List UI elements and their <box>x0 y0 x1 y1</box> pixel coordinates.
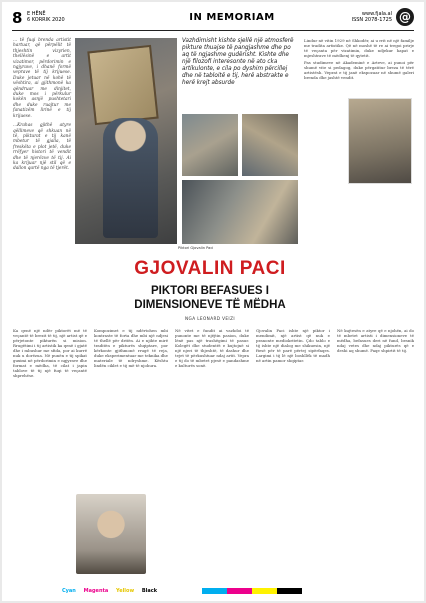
studio-photo <box>182 114 238 176</box>
pull-quote: Vazhdimisht kishte sjellë një atmosferë pikture thuajse të pangjashme dhe po aq të ngjashme gudërisht. Kishte dhe një filozofi interesonte në ato cka artikulonte, e cila po dyshim përcillej dhe në tabloitë e tij, herë abstrakte e herë krejt absurde <box>182 38 294 86</box>
section-title: IN MEMORIAM <box>189 12 275 23</box>
site-url: www.fjala.al <box>361 11 392 17</box>
easel-canvas <box>87 45 158 125</box>
newspaper-logo-icon: @ <box>396 8 414 26</box>
article-column <box>175 328 249 580</box>
article-paragraph: Ka qenë një ndër piktorët më të veçantë të brezit të tij, një artist që e përjetonte pikturën si mision. Rrugëtimi i tij artistik ka qenë i gjatë dhe i mbushur me sfida, por ai kurrë nuk u dorëzua. Në punën e tij spikat guximi në përdorimin e ngjyrave dhe format e mëdha, të cilat i japin tablove të tij një fuqi të veçantë shprehëse. <box>13 328 87 378</box>
intro-paragraph: ...Krahas gjithë atyre qëllimeve që shkuan në të, pikturat e tij kanë mbetur të gjalla, të freskëta e plot jetë, duke rrëfyer histori të vendit dhe të njerëzve të tij. Ai ka krijuar një stil që e dallon qartë nga të tjerët. <box>13 123 71 172</box>
article-paragraph: Kompozimet e tij ndërtohen mbi kontraste të forta dhe mbi një ndjesi të thellë për dritën. Ai e njihte mirë traditën e pikturës shqiptare, por kërkonte gjithmonë rrugë të reja, duke eksperimentuar me teknika dhe materiale të ndryshme. Kështu lindën ciklet e tij më të njohura. <box>94 328 168 368</box>
color-label: Cyan <box>62 588 76 594</box>
page-header <box>12 8 414 31</box>
painting-photo <box>182 180 298 244</box>
painter-figure <box>103 118 158 238</box>
article-byline: NGA LEONARD VEIZI <box>185 316 235 321</box>
issn: ISSN 2078-1725 <box>351 17 392 23</box>
photo-caption: Piktori Gjovalin Paci <box>178 246 214 250</box>
intro-paragraph: ... të fuqi brenda artistit hartuar, që përpëlit të thjeshtin vizyrien, thellësinë e artit vizatimor, përdorimin e ngjyrave, i dhanë formë veprave të tij krijuese. Duke jetuar në kohë të vështira, ai gjithmonë ka qëndruar me dinjitet, duke mos i përkulur kokën asnjë pushtetari dhe duke ruajtur me fanatizëm lirinë e tij krijuese. <box>13 38 71 119</box>
article-column <box>337 328 414 580</box>
color-label: Yellow <box>116 588 135 594</box>
publication-date <box>27 11 65 23</box>
article-paragraph: Në kujtesën e atyre që e njohën, ai do të mbetet artisti i dimensioneve të mëdha, befasues deri në fund, besnik ndaj vetes dhe ndaj pikturës që e deshi aq shumë. Paqe shpirtit të tij. <box>337 328 414 353</box>
artist-portrait-photo <box>76 494 146 574</box>
newspaper-page <box>2 2 424 601</box>
article-paragraph: Në vitet e fundit ai vazhdoi të punonte me të njëjtin pasion, duke lënë pas një trashëgimi të pasur. Kolegët dhe studentët e kujtojnë si një njeri të thjeshtë, të dashur dhe tejet të përkushtuar ndaj artit. Vepra e tij do të mbetet pjesë e pandashme e kulturës sonë. <box>175 328 249 368</box>
color-label: Black <box>141 588 158 594</box>
site-info <box>352 11 392 23</box>
article-body <box>13 328 414 580</box>
color-bar <box>202 588 302 594</box>
intro-column <box>13 38 71 172</box>
studio-photo <box>242 114 298 176</box>
weekday: E HËNË <box>27 11 46 17</box>
portrait-photo <box>348 98 412 184</box>
right-paragraph: Lindur në vitin 1929 në Shkodër, ai u rrit në një familje me tradita artistike. Që në moshë të re ai tregoi prirje të veçanta për vizatimin, duke ndjekur hapat e mjeshtrave të mëdhenj të qytetit. <box>304 38 414 58</box>
article-title: GJOVALIN PACI <box>134 258 286 279</box>
color-label: Magenta <box>83 588 109 594</box>
right-column <box>304 38 414 82</box>
article-paragraph: Gjovalin Paci ishte një piktor i mendimit, një artist që nuk e pranonte mediokritetin. Çdo tablo e tij ishte një dialog me shikuesin, një ftesë për të parë përtej sipërfaqes. Largimi i tij lë një boshllëk të madh në artin pamor shqiptar. <box>256 328 330 363</box>
article-column <box>256 328 330 580</box>
painter-at-easel-photo <box>75 38 177 244</box>
right-paragraph: Pas studimeve në Akademinë e Arteve, ai punoi për shumë vite si pedagog, duke përgatitur breza të tërë artistësh. Veprat e tij janë ekspozuar në shumë galeri brenda dhe jashtë vendit. <box>304 60 414 80</box>
color-registration <box>62 588 163 594</box>
page-number: 8 <box>12 9 23 27</box>
article-subtitle: PIKTORI BEFASUES I DIMENSIONEVE TË MËDHA <box>134 285 286 311</box>
date: 6 KORRIK 2020 <box>27 17 65 23</box>
